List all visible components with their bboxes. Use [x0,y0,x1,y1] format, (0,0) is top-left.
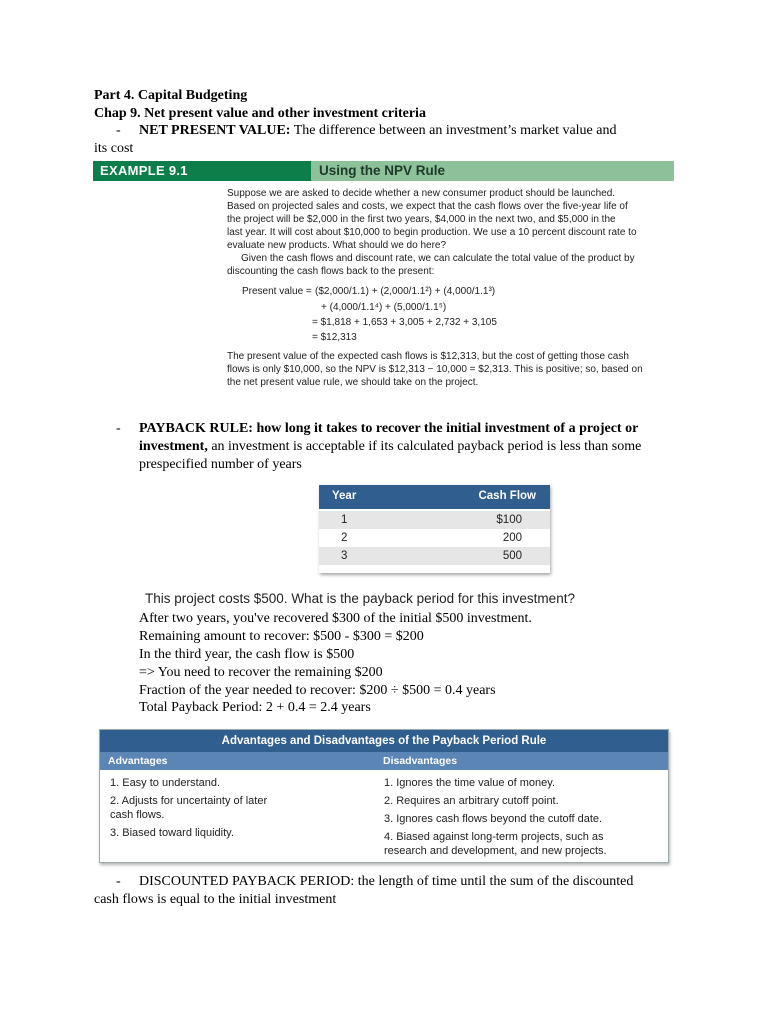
npv-term: NET PRESENT VALUE: [139,123,291,138]
cash-flow-table [319,485,550,573]
example-conclusion-line: The present value of the expected cash flows is $12,313, but the cost of getting those cash [227,351,629,362]
payback-definition-continued: prespecified number of years [139,457,302,472]
year-cell: 1 [341,514,348,526]
disadvantage-item: 3. Ignores cash flows beyond the cutoff date. [384,813,603,825]
example-paragraph-line: Given the cash flows and discount rate, we can calculate the total value of the product by [241,253,635,264]
year-cell: 3 [341,550,348,562]
advantage-item: 2. Adjusts for uncertainty of later [110,795,268,807]
part-heading: Part 4. Capital Budgeting [94,88,248,103]
table-row [319,547,550,565]
formula-line: = $12,313 [312,332,357,343]
solution-line: Remaining amount to recover: $500 - $300 = $200 [139,629,424,644]
cash-flow-table-header [319,485,550,509]
formula-line: + (4,000/1.1⁴) + (5,000/1.1⁵) [321,302,447,313]
solution-line: => You need to recover the remaining $200 [139,665,383,680]
advantages-header: Advantages [108,755,168,767]
advantage-item: 1. Easy to understand. [110,777,221,789]
example-title: Using the NPV Rule [319,163,446,178]
advantage-item: 3. Biased toward liquidity. [110,827,234,839]
solution-line: Total Payback Period: 2 + 0.4 = 2.4 years [139,700,371,715]
payback-bullet: - [116,421,121,436]
solution-line: In the third year, the cash flow is $500 [139,647,355,662]
payback-heading: PAYBACK RULE: how long it takes to recover the initial investment of a project or [139,421,639,436]
payback-question: This project costs $500. What is the payback period for this investment? [145,591,575,606]
chapter-heading: Chap 9. Net present value and other investment criteria [94,106,426,121]
formula-line: = $1,818 + 1,653 + 3,005 + 2,732 + 3,105 [312,317,497,328]
advantage-item: cash flows. [110,809,165,821]
example-paragraph-line: Based on projected sales and costs, we expect that the cash flows over the five-year life of [227,201,628,212]
example-paragraph-line: discounting the cash flows back to the present: [227,266,435,277]
discounted-payback-definition-continued: cash flows is equal to the initial investment [94,892,337,907]
payback-definition-text: an investment is acceptable if its calculated payback period is less than some [207,439,642,454]
example-conclusion-line: the net present value rule, we should take on the project. [227,377,479,388]
solution-line: After two years, you've recovered $300 of the initial $500 investment. [139,611,532,626]
disadvantage-item: 2. Requires an arbitrary cutoff point. [384,795,559,807]
cash-flow-cell: $100 [496,514,522,526]
example-conclusion-line: flows is only $10,000, so the NPV is $12,313 − 10,000 = $2,313. This is positive; so, based on [227,364,643,375]
example-paragraph-line: evaluate new products. What should we do here? [227,240,447,251]
year-cell: 2 [341,532,348,544]
discounted-payback-definition: DISCOUNTED PAYBACK PERIOD: the length of time until the sum of the discounted [139,874,634,889]
solution-line: Fraction of the year needed to recover: $200 ÷ $500 = 0.4 years [139,683,496,698]
example-paragraph-line: last year. It will cost about $10,000 to begin production. We use a 10 percent discount rate to [227,227,637,238]
example-9-1-box [93,161,674,397]
payback-definition-bold: investment, [139,439,208,454]
formula-line: ($2,000/1.1) + (2,000/1.1²) + (4,000/1.1³) [315,286,496,297]
cash-flow-cell: 500 [502,550,522,562]
column-header-cash-flow: Cash Flow [478,490,536,502]
disadvantage-item: 4. Biased against long-term projects, such as [384,831,604,843]
formula-label: Present value = [242,286,312,297]
column-header-year: Year [332,490,357,502]
npv-definition [139,122,617,140]
example-paragraph-line: the project will be $2,000 in the first two years, $4,000 in the next two, and $5,000 in the [227,214,616,225]
pros-cons-table-title: Advantages and Disadvantages of the Payback Period Rule [100,730,668,752]
example-paragraph-line: Suppose we are asked to decide whether a new consumer product should be launched. [227,188,616,199]
disadvantage-item: 1. Ignores the time value of money. [384,777,555,789]
pros-cons-table-subheader [100,752,668,770]
example-tag: EXAMPLE 9.1 [93,161,311,181]
npv-bullet: - [116,123,121,138]
disadvantage-item: research and development, and new projects. [384,845,607,857]
table-row [319,529,550,547]
discounted-payback-bullet: - [116,874,121,889]
cash-flow-cell: 200 [502,532,522,544]
payback-definition [139,438,641,456]
npv-definition-continued: its cost [94,141,134,156]
disadvantages-header: Disadvantages [383,755,458,767]
payback-pros-cons-table [99,729,669,863]
npv-definition-text: The difference between an investment’s market value and [290,123,617,138]
table-row [319,511,550,529]
